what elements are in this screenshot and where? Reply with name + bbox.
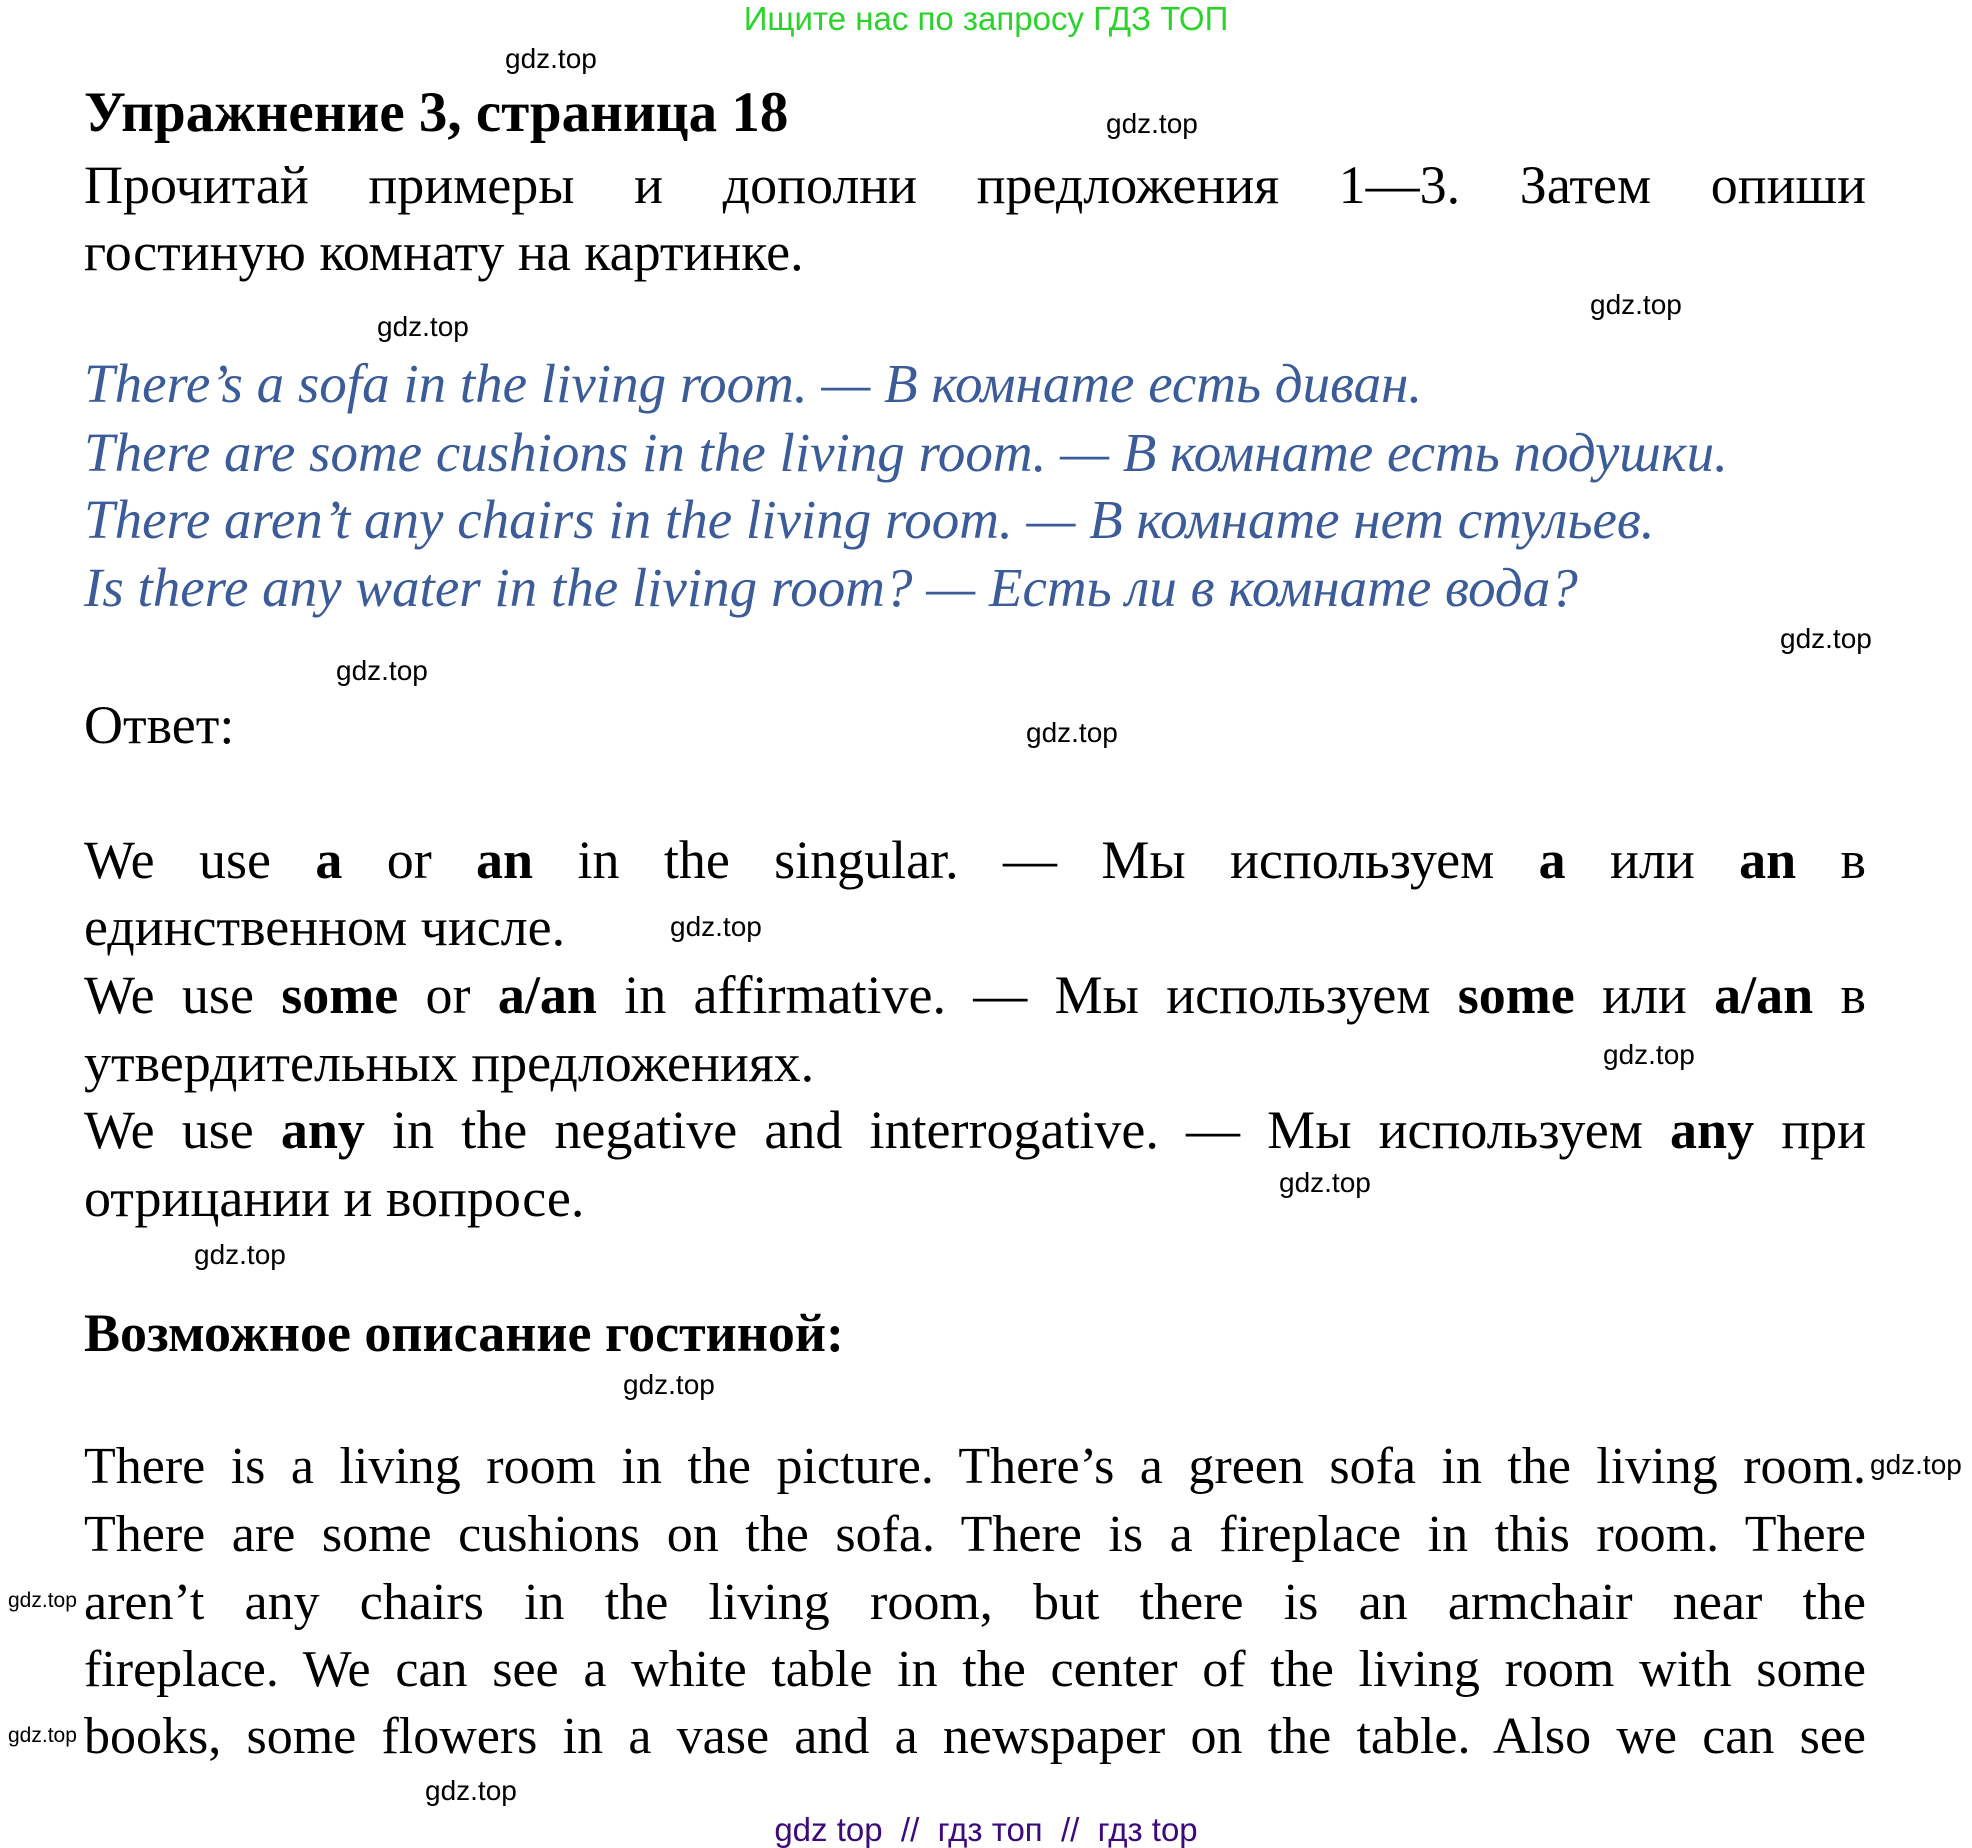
watermark: gdz.top — [1106, 108, 1198, 139]
watermark: gdz.top — [8, 1589, 77, 1612]
watermark: gdz.top — [1603, 1039, 1695, 1070]
watermark: gdz.top — [1780, 623, 1872, 654]
watermark: gdz.top — [377, 311, 469, 342]
text-segment: при — [1754, 1100, 1867, 1160]
watermark: gdz.top — [1279, 1167, 1371, 1198]
watermark: gdz.top — [670, 911, 762, 942]
example-line: There are some cushions in the living room. — В комнате есть подушки. — [84, 422, 1728, 483]
text-segment: We use — [84, 1100, 281, 1160]
text-segment: in the negative and interrogative. — Мы используем — [364, 1100, 1671, 1160]
bold-term: an — [476, 830, 534, 890]
text-segment: в — [1813, 965, 1867, 1025]
bold-term: any — [1670, 1100, 1755, 1160]
top-banner: Ищите нас по запросу ГДЗ ТОП — [743, 0, 1229, 37]
text-segment: or — [398, 965, 498, 1025]
instruction-line: гостиную комнату на картинке. — [84, 222, 804, 282]
watermark: gdz.top — [1026, 717, 1118, 748]
text-segment: или — [1574, 965, 1715, 1025]
description-line: fireplace. We can see a white table in the center of the living room with some — [84, 1641, 1866, 1698]
bold-term: some — [1457, 965, 1575, 1025]
bold-term: any — [280, 1100, 365, 1160]
watermark: gdz.top — [425, 1775, 517, 1806]
example-line: Is there any water in the living room? — Есть ли в комнате вода? — [84, 557, 1578, 618]
text-segment: We use — [84, 830, 316, 890]
bold-term: an — [1739, 830, 1797, 890]
text-segment: в — [1796, 830, 1867, 890]
answer-line — [84, 1030, 814, 1096]
text-segment: или — [1565, 830, 1740, 890]
description-heading: Возможное описание гостиной: — [84, 1303, 844, 1363]
watermark: gdz.top — [1870, 1449, 1962, 1480]
watermark: gdz.top — [336, 655, 428, 686]
watermark: gdz.top — [8, 1724, 77, 1747]
bold-term: a/an — [1714, 965, 1814, 1025]
watermark: gdz.top — [194, 1239, 286, 1270]
answer-line — [84, 827, 1866, 893]
text-segment: in the singular. — Мы используем — [533, 830, 1539, 890]
bold-term: some — [281, 965, 399, 1025]
description-line: aren’t any chairs in the living room, but there is an armchair near the — [84, 1574, 1866, 1631]
description-line: There are some cushions on the sofa. There is a fireplace in this room. There — [84, 1506, 1866, 1563]
instruction-line: Прочитай примеры и дополни предложения 1—3. Затем опиши — [84, 155, 1866, 215]
page-title: Упражнение 3, страница 18 — [84, 81, 789, 144]
text-segment: We use — [84, 965, 282, 1025]
answer-line — [84, 894, 565, 960]
answer-line — [84, 962, 1866, 1028]
text-segment: единственном числе. — [84, 897, 566, 957]
text-segment: or — [342, 830, 477, 890]
footer-links: gdz top // гдз топ // гдз top — [774, 1811, 1198, 1848]
bold-term: a — [1538, 830, 1566, 890]
answer-label: Ответ: — [84, 695, 235, 755]
description-line: There is a living room in the picture. There’s a green sofa in the living room. — [84, 1438, 1866, 1495]
watermark: gdz.top — [1590, 289, 1682, 320]
answer-line — [84, 1165, 584, 1231]
bold-term: a/an — [497, 965, 597, 1025]
text-segment: отрицании и вопросе. — [84, 1168, 585, 1228]
example-line: There aren’t any chairs in the living room. — В комнате нет стульев. — [84, 489, 1655, 550]
watermark: gdz.top — [505, 43, 597, 74]
watermark: gdz.top — [623, 1369, 715, 1400]
text-segment: утвердительных предложениях. — [84, 1033, 815, 1093]
example-line: There’s a sofa in the living room. — В комнате есть диван. — [84, 353, 1423, 414]
text-segment: in affirmative. — Мы используем — [596, 965, 1458, 1025]
answer-line — [84, 1097, 1866, 1163]
description-line: books, some flowers in a vase and a newspaper on the table. Also we can see — [84, 1708, 1866, 1765]
bold-term: a — [315, 830, 343, 890]
